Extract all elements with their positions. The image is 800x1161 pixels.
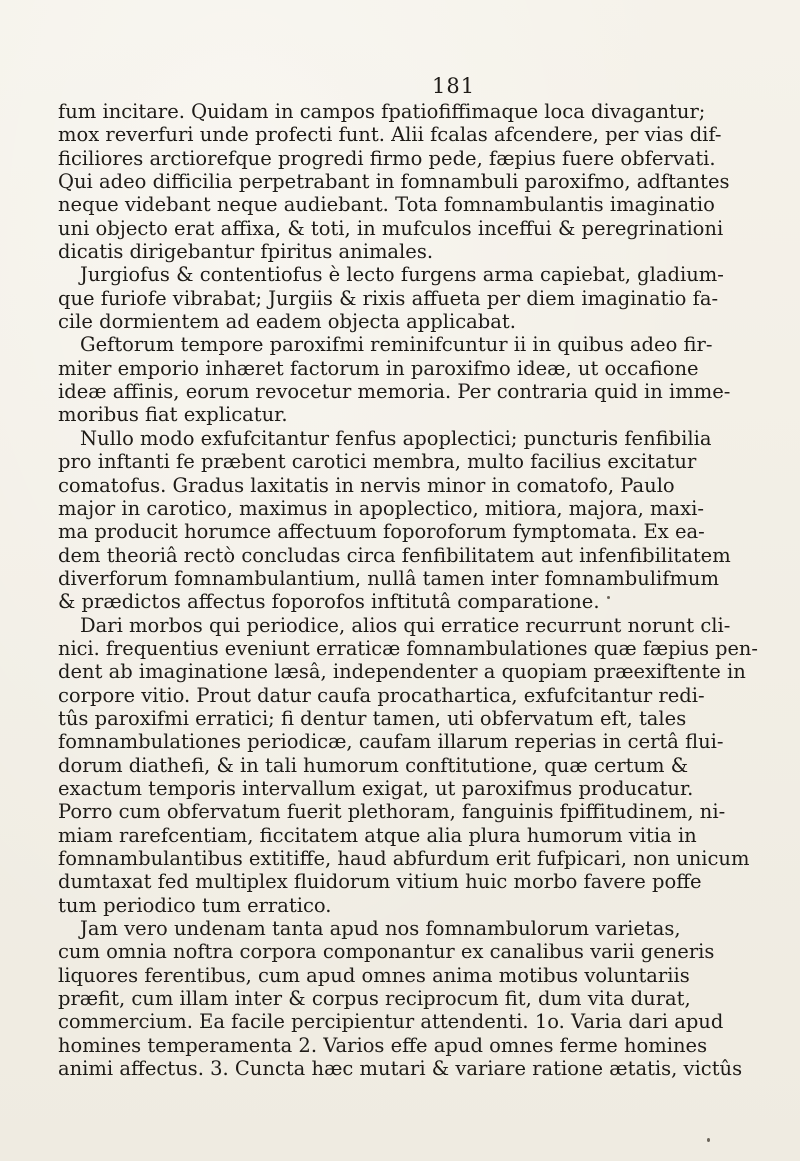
text-line: fomnambulantibus extitiffe, haud abfurdum erit fufpicari, non unicum (58, 847, 750, 870)
text-line: pro inftanti fe præbent carotici membra, multo facilius excitatur (58, 450, 697, 474)
text-line: mox reverfuri unde profecti funt. Alii fcalas afcendere, per vias dif- (58, 123, 722, 147)
text-line: & prædictos affectus foporofos inftitutâ comparatione. (58, 590, 600, 614)
text-line: Jam vero undenam tanta apud nos fomnambulorum varietas, (80, 917, 681, 941)
text-line: que furiofe vibrabat; Jurgiis & rixis affueta per diem imaginatio fa- (58, 286, 719, 310)
paper-speck (607, 596, 610, 599)
text-line: comatofus. Gradus laxitatis in nervis minor in comatofo, Paulo (58, 473, 675, 497)
text-line: ma producit horumce affectuum foporoforum fymptomata. Ex ea- (58, 520, 705, 544)
text-line: fomnambulationes periodicæ, caufam illarum reperias in certâ flui- (58, 730, 724, 754)
text-line: dent ab imaginatione læsâ, independenter a quopiam præexiftente in (58, 660, 746, 684)
text-line: commercium. Ea facile percipientur attendenti. 1o. Varia dari apud (58, 1010, 724, 1034)
text-line: miam rarefcentiam, ficcitatem atque alia plura humorum vitia in (58, 823, 697, 847)
text-line: tum periodico tum erratico. (58, 893, 332, 917)
text-line: uni objecto erat affixa, & toti, in mufculos inceffui & peregrinationi (58, 216, 724, 240)
text-line: animi affectus. 3. Cuncta hæc mutari & variare ratione ætatis, victûs (58, 1057, 743, 1081)
text-line: corpore vitio. Prout datur caufa procathartica, exfufcitantur redi- (58, 683, 705, 707)
text-line: neque videbant neque audiebant. Tota fomnambulantis imaginatio (58, 193, 715, 217)
text-line: Dari morbos qui periodice, alios qui erratice recurrunt norunt cli- (80, 613, 731, 637)
text-line: exactum temporis intervallum exigat, ut paroxifmus producatur. (58, 776, 694, 800)
text-line: Jurgiofus & contentiofus è lecto furgens arma capiebat, gladium- (80, 263, 724, 287)
text-line: major in carotico, maximus in apoplectico, mitiora, majora, maxi- (58, 496, 704, 520)
text-line: moribus fiat explicatur. (58, 403, 288, 427)
text-line: ideæ affinis, eorum revocetur memoria. Per contraria quid in imme- (58, 380, 731, 404)
text-line: Porro cum obfervatum fuerit plethoram, fanguinis fpiffitudinem, ni- (58, 800, 726, 824)
text-line: ficiliores arctiorefque progredi firmo pede, fæpius fuere obfervati. (58, 146, 716, 170)
text-line: diverforum fomnambulantium, nullâ tamen inter fomnambulifmum (58, 566, 719, 590)
text-line: dem theoriâ rectò concludas circa fenfibilitatem aut infenfibilitatem (58, 543, 731, 567)
text-line: tûs paroxifmi erratici; fi dentur tamen, uti obfervatum eft, tales (58, 706, 687, 730)
text-line: Nullo modo exfufcitantur fenfus apoplectici; puncturis fenfibilia (80, 426, 712, 450)
text-line: dumtaxat fed multiplex fluidorum vitium huic morbo favere poffe (58, 870, 702, 894)
text-line: nici. frequentius eveniunt erraticæ fomnambulationes quæ fæpius pen- (58, 636, 758, 660)
text-line: liquores ferentibus, cum apud omnes anima motibus voluntariis (58, 963, 690, 987)
text-line: fum incitare. Quidam in campos fpatiofiffimaque loca divagantur; (58, 100, 706, 123)
page-number: 181 (432, 74, 476, 98)
body-text (58, 100, 758, 1080)
text-line: Geftorum tempore paroxifmi reminifcuntur ii in quibus adeo fir- (80, 333, 713, 357)
text-line: dicatis dirigebantur fpiritus animales. (58, 240, 434, 264)
text-line: cum omnia noftra corpora componantur ex canalibus varii generis (58, 940, 715, 964)
text-line: miter emporio inhæret factorum in paroxifmo ideæ, ut occafione (58, 356, 699, 380)
paper-speck (707, 1138, 710, 1142)
text-line: homines temperamenta 2. Varios effe apud omnes ferme homines (58, 1033, 708, 1057)
text-line: dorum diathefi, & in tali humorum conftitutione, quæ certum & (58, 753, 689, 777)
text-line: cile dormientem ad eadem objecta applicabat. (58, 310, 516, 334)
text-line: præfit, cum illam inter & corpus reciprocum fit, dum vita durat, (58, 987, 691, 1011)
text-line: Qui adeo difficilia perpetrabant in fomnambuli paroxifmo, adftantes (58, 170, 730, 194)
